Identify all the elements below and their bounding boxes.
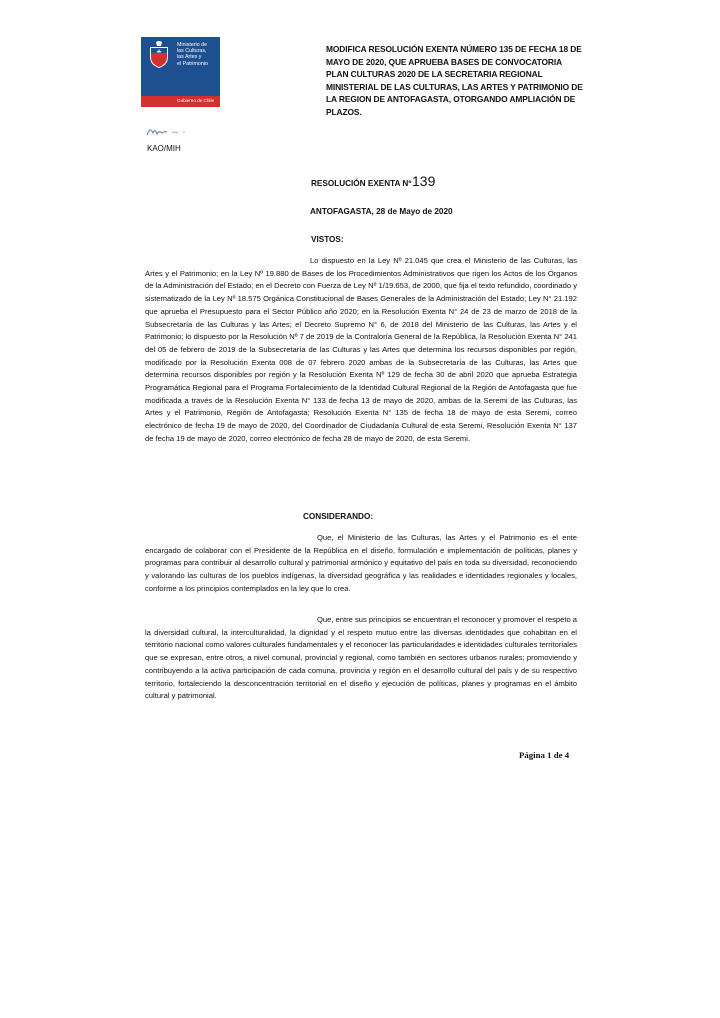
considerando-heading: CONSIDERANDO: bbox=[303, 512, 374, 521]
logo-line: el Patrimonio bbox=[177, 60, 208, 67]
signature-icon bbox=[145, 124, 190, 138]
coat-of-arms-icon bbox=[147, 41, 171, 69]
logo-government-text: Gobierno de Chile bbox=[177, 98, 215, 103]
ministry-logo bbox=[141, 37, 220, 107]
place-and-date: ANTOFAGASTA, 28 de Mayo de 2020 bbox=[310, 207, 453, 216]
logo-line: las Culturas, bbox=[177, 48, 207, 55]
resolution-label: RESOLUCIÓN EXENTA Nº bbox=[311, 179, 412, 188]
logo-ministry-text bbox=[177, 42, 219, 67]
author-initials: KAO/MIH bbox=[147, 144, 181, 153]
considerando-paragraph-1: Que, el Ministerio de las Culturas, las Artes y el Patrimonio es el ente encargado de colaborar con el Presidente de la República en el diseño, formulación e implementación de políticas, planes y programas para contribuir al desarrollo cultural y patrimonial armónico y equitativo del país en toda su diversidad, reconociendo y valorando las culturas de los pueblos indígenas, la diversidad geográfica y las realidades e identidades regionales y locales, conforme a los principios contemplados en la ley que lo crea. bbox=[145, 533, 577, 593]
logo-line: Ministerio de bbox=[177, 42, 208, 48]
considerando-paragraph-2: Que, entre sus principios se encuentran el reconocer y promover el respeto a la diversidad cultural, la interculturalidad, la dignidad y el respeto mutuo entre las diversas identidades que cohabitan en el territorio nacional como valores culturales fundamentales y el reconocer las particularidades e identidades culturales territoriales que se expresan, entre otros, a nivel comunal, provincial y regional, como también en sectores urbanos rurales; promoviendo y contribuyendo a la activa participación de cada comuna, provincia y región en el desarrollo cultural del país y de su respectivo territorio, fortaleciendo la desconcentración territorial en el diseño y ejecución de políticas, planes y programas en el ámbito cultural y patrimonial. bbox=[145, 615, 578, 701]
vistos-paragraph: Lo dispuesto en la Ley Nº 21.045 que crea el Ministerio de las Culturas, las Artes y el Patrimonio; en la Ley Nº 19.880 de Bases de los Procedimientos Administrativos que rigen los Actos de los Órganos de la Administración del Estado; en el Decreto con Fuerza de Ley Nº 1/19.653, de 2000, que fija el texto refundido, coordinado y sistematizado de la Ley Nº 18.575 Orgánica Constitucional de Bases Generales de la Administración del Estado; Ley N° 21.192 que aprueba el Presupuesto para el Sector Público año 2020; en la Resolución Exenta N° 24 de 23 de marzo de 2018 de la Subsecretaría de las Culturas y las Artes; el Decreto Supremo N° 6, de 2018 del Ministerio de las Culturas, las Artes y el Patrimonio; lo dispuesto por la Resolución Nº 7 de 2019 de la Contraloría General de la República, la Resolución Exenta N° 241 del 05 de febrero de 2019 de la Subsecretaría de las Culturas y las Artes que determina los recursos disponibles por región, modificado por la Resolución Exenta 008 de 07 febrero 2020 ambas de la Subsecretaría de las Culturas, las Artes que determina recursos disponibles por región y la Resolución Exenta Nº 129 de fecha 30 de abril 2020 que aprueba Estrategia Programática Regional para el Programa Fortalecimiento de la Identidad Cultural Regional de la Región de Antofagasta que fue modificada a través de la Resolución Exenta N° 133 de fecha 13 de mayo de 2020, ambas de la Seremi de las Culturas, las Artes y el Patrimonio, Región de Antofagasta; Resolución Exenta N° 135 de fecha 18 de mayo de esta Seremi, correo electrónico de fecha 19 de mayo de 2020, del Coordinador de Ciudadanía Cultural de esta Seremi, Resolución Exenta N° 137 de fecha 19 de mayo de 2020, correo electrónico de fecha 28 de mayo de 2020, de esta Seremi. bbox=[145, 256, 577, 443]
document-title: MODIFICA RESOLUCIÓN EXENTA NÚMERO 135 DE FECHA 18 DE MAYO DE 2020, QUE APRUEBA BASES DE CONVOCATORIA PLAN CULTURAS 2020 DE LA SECRETARIA REGIONAL MINISTERIAL DE LAS CULTURAS, LAS ARTES Y PATRIMONIO DE LA REGION DE ANTOFAGASTA, OTORGANDO AMPLIACIÓN DE PLAZOS. bbox=[326, 44, 583, 117]
vistos-heading: VISTOS: bbox=[311, 235, 344, 244]
page-number: Página 1 de 4 bbox=[519, 750, 570, 760]
resolution-number: 139 bbox=[412, 173, 436, 189]
logo-line: las Artes y bbox=[177, 54, 202, 61]
